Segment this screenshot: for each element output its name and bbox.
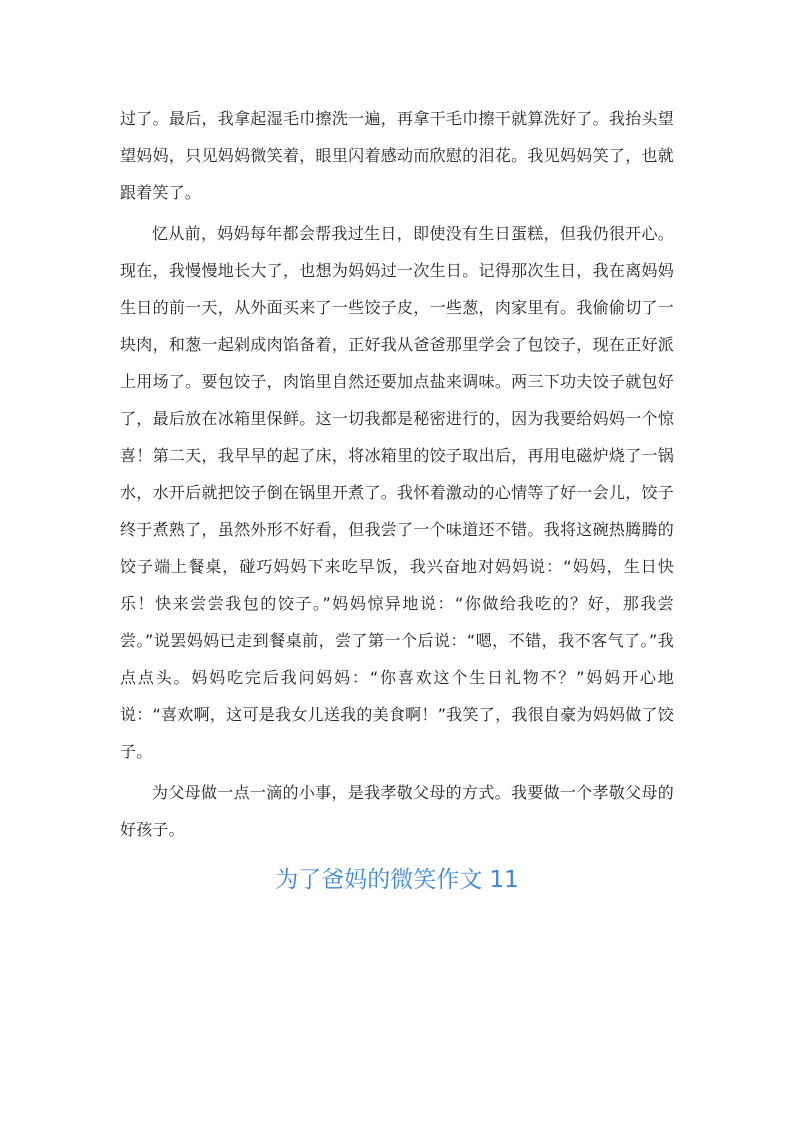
paragraph-1: 过了。最后，我拿起湿毛巾擦洗一遍，再拿干毛巾擦干就算洗好了。我抬头望望妈妈，只见妈妈微笑着，眼里闪着感动而欣慰的泪花。我见妈妈笑了，也就跟着笑了。 (120, 109, 674, 202)
paragraph-3: 为父母做一点一滴的小事，是我孝敬父母的方式。我要做一个孝敬父母的好孩子。 (120, 783, 674, 839)
document-page (120, 100, 674, 900)
section-heading: 为了爸妈的微笑作文 11 (275, 867, 519, 893)
paragraph-2: 忆从前，妈妈每年都会帮我过生日，即使没有生日蛋糕，但我仍很开心。现在，我慢慢地长大了，也想为妈妈过一次生日。记得那次生日，我在离妈妈生日的前一天，从外面买来了一些饺子皮，一些葱，肉家里有。我偷偷切了一块肉，和葱一起剁成肉馅备着，正好我从爸爸那里学会了包饺子，现在正好派上用场了。要包饺子，肉馅里自然还要加点盐来调味。两三下功夫饺子就包好了，最后放在冰箱里保鲜。这一切我都是秘密进行的，因为我要给妈妈一个惊喜！第二天，我早早的起了床，将冰箱里的饺子取出后，再用电磁炉烧了一锅水，水开后就把饺子倒在锅里开煮了。我怀着激动的心情等了好一会儿，饺子终于煮熟了，虽然外形不好看，但我尝了一个味道还不错。我将这碗热腾腾的饺子端上餐桌，碰巧妈妈下来吃早饭，我兴奋地对妈妈说：“妈妈，生日快乐！快来尝尝我包的饺子。”妈妈惊异地说：“你做给我吃的？好，那我尝尝。”说罢妈妈已走到餐桌前，尝了第一个后说：“嗯，不错，我不客气了。”我点点头。妈妈吃完后我问妈妈：“你喜欢这个生日礼物不？”妈妈开心地说：“喜欢啊，这可是我女儿送我的美食啊！”我笑了，我很自豪为妈妈做了饺子。 (120, 224, 674, 761)
